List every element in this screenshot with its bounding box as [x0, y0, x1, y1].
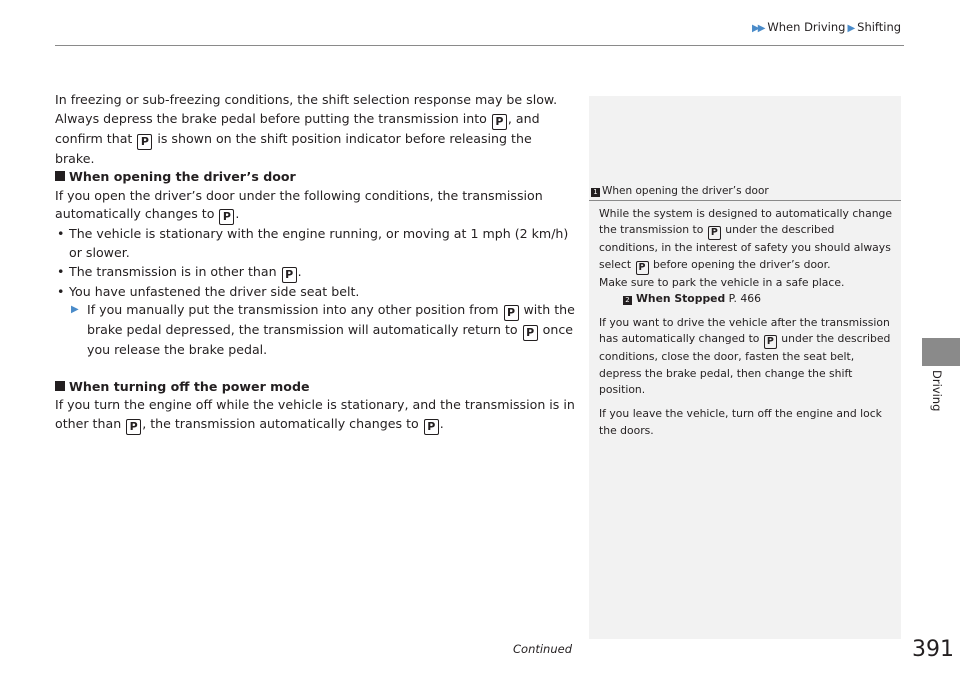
cross-reference-link[interactable]	[599, 291, 895, 307]
heading-text: When turning off the power mode	[69, 378, 310, 394]
p-key-icon: P	[636, 261, 649, 275]
list-item	[55, 283, 575, 302]
note-text: once you release the brake pedal.	[87, 322, 574, 358]
intro-line: , and	[507, 110, 540, 126]
xref-label[interactable]: When Stopped	[636, 291, 726, 305]
section-heading-door	[55, 168, 575, 187]
sidebar-paragraph: Make sure to park the vehicle in a safe place.	[599, 275, 845, 289]
p-key-icon: P	[492, 114, 507, 130]
list-item-text: The vehicle is stationary with the engine running, or moving at 1 mph (2 km/h) or slower.	[69, 226, 569, 260]
paragraph-text: If you turn the engine off while the vehicle is stationary, and the transmission is in	[55, 397, 575, 413]
spacer	[599, 398, 895, 406]
note-text: with the brake pedal depressed, the transmission will automatically return to	[87, 302, 575, 338]
p-key-icon: P	[523, 325, 538, 341]
header-rule	[55, 45, 904, 46]
sidebar-text: under the described conditions, close the door, fasten the seat belt, depress the brake pedal, then change the shift position.	[599, 332, 891, 397]
heading-text: When opening the driver’s door	[69, 169, 296, 185]
paragraph-text: .	[235, 206, 240, 222]
breadcrumb-item-when-driving[interactable]: When Driving	[767, 20, 846, 34]
paragraph-text: other than	[55, 415, 126, 431]
list-item	[55, 263, 575, 283]
intro-line: In freezing or sub-freezing conditions, the shift selection response may be slow.	[55, 92, 558, 107]
paragraph-text: .	[439, 415, 444, 431]
list-item-text: The transmission is in other than	[69, 263, 281, 279]
chapter-label: Driving	[930, 370, 944, 412]
sidebar-paragraph	[599, 206, 895, 275]
paragraph-text: , the transmission automatically changes to	[142, 415, 423, 431]
section-heading-power	[55, 378, 575, 397]
condition-list	[55, 225, 575, 301]
p-key-icon: P	[504, 305, 519, 321]
sidebar-body	[599, 206, 895, 439]
continued-label: Continued	[513, 642, 573, 656]
sidebar-paragraph	[599, 315, 895, 398]
square-bullet-icon	[55, 171, 65, 181]
sidebar-text: under the described conditions, in the interest of safety you should always select	[599, 223, 891, 271]
p-key-icon: P	[137, 134, 152, 150]
breadcrumb-item-shifting[interactable]: Shifting	[857, 20, 902, 34]
list-item-text: You have unfastened the driver side seat belt.	[69, 283, 360, 299]
page-number: 391	[912, 637, 954, 662]
p-key-icon: P	[282, 267, 297, 283]
sidebar-text: before opening the driver’s door.	[649, 257, 831, 271]
page-reference-icon: 2	[623, 296, 632, 305]
p-key-icon: P	[219, 209, 234, 225]
note-paragraph	[55, 301, 575, 360]
triangle-arrow-icon: ▶	[71, 304, 79, 316]
sidebar-paragraph: If you leave the vehicle, turn off the engine and lock the doors.	[599, 407, 882, 437]
list-item	[55, 225, 575, 262]
list-item-text: .	[297, 263, 302, 279]
intro-paragraph	[55, 91, 575, 168]
sidebar-panel	[589, 96, 901, 639]
p-key-icon: P	[764, 335, 777, 349]
power-paragraph	[55, 396, 575, 435]
intro-line: Always depress the brake pedal before putting the transmission into	[55, 110, 491, 126]
paragraph-text: If you open the driver’s door under the following conditions, the transmission	[55, 187, 543, 203]
square-bullet-icon	[55, 381, 65, 391]
xref-page[interactable]: P. 466	[725, 291, 761, 305]
sidebar-title: When opening the driver’s door	[602, 185, 769, 197]
breadcrumb	[752, 20, 901, 34]
p-key-icon: P	[126, 419, 141, 435]
intro-line: is shown on the shift position indicator before releasing the brake.	[55, 130, 532, 166]
note-text: If you manually put the transmission into any other position from	[87, 302, 503, 318]
p-key-icon: P	[424, 419, 439, 435]
double-arrow-icon: ▶▶	[752, 23, 764, 34]
note-number-icon: 1	[591, 188, 600, 197]
arrow-icon: ▶	[847, 23, 854, 34]
sidebar-text: If you want to drive the vehicle after the transmission has automatically changed to	[599, 316, 890, 346]
p-key-icon: P	[708, 226, 721, 240]
intro-line: confirm that	[55, 130, 137, 146]
chapter-tab[interactable]	[922, 338, 960, 366]
sidebar-text: While the system is designed to automatically change the transmission to	[599, 207, 893, 237]
paragraph-text: automatically changes to	[55, 206, 219, 222]
door-paragraph	[55, 187, 575, 226]
main-content	[55, 91, 575, 435]
sidebar-heading	[589, 184, 901, 201]
spacer	[599, 307, 895, 315]
